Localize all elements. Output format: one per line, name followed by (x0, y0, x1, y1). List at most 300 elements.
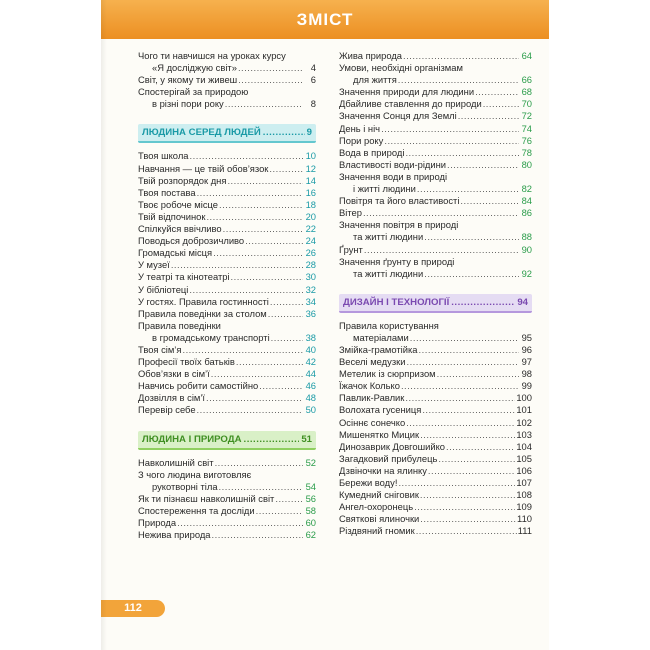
toc-entry[interactable] (138, 505, 316, 517)
toc-entry[interactable] (339, 404, 532, 416)
toc-entry[interactable] (138, 296, 316, 308)
leader-dots (238, 74, 303, 86)
toc-entry-page: 36 (305, 307, 316, 319)
toc-entry-title: Перевір себе (138, 404, 196, 416)
toc-entry[interactable] (339, 135, 532, 147)
toc-entry-page: 86 (521, 207, 532, 219)
toc-entry-title: Кумедний сніговик (339, 489, 419, 501)
toc-entry-final-line (138, 150, 316, 162)
toc-entry-page: 84 (521, 195, 532, 207)
leader-dots (420, 429, 515, 441)
section-title: ЛЮДИНА СЕРЕД ЛЮДЕЙ (142, 127, 261, 139)
toc-entry[interactable] (138, 493, 316, 505)
toc-entry[interactable] (138, 344, 316, 356)
leader-dots (238, 62, 303, 74)
toc-entry-line: Правила користування (339, 319, 439, 331)
toc-entry-final-line (339, 380, 532, 392)
leader-dots (438, 453, 515, 465)
toc-entry-page: 70 (521, 98, 532, 110)
toc-entry-title: Обов’язки в сім’ї (138, 368, 210, 380)
toc-entry-page: 101 (516, 404, 532, 416)
toc-entry-page: 6 (310, 74, 316, 86)
leader-dots (405, 392, 515, 404)
toc-entry-title: Бережи воду! (339, 477, 398, 488)
leader-dots (206, 211, 303, 223)
leader-dots (197, 187, 303, 199)
toc-entry-page: 20 (305, 210, 316, 222)
toc-entry-final-line (339, 159, 532, 171)
leader-dots (363, 207, 519, 219)
leader-dots (398, 477, 515, 489)
toc-entry-final-line (138, 259, 316, 271)
toc-entry-title: в різні пори року (152, 98, 224, 110)
toc-entry-title: Різдвяний гномик (339, 525, 415, 537)
leader-dots (420, 513, 516, 525)
toc-entry[interactable] (138, 284, 316, 296)
toc-entry-page: 16 (305, 186, 316, 198)
toc-entry-final-line (339, 231, 532, 243)
toc-entry-title: Вода в природі (339, 146, 405, 158)
toc-entry-title: та житті людини (353, 231, 424, 243)
toc-entry[interactable] (138, 74, 316, 86)
leader-dots (419, 344, 519, 356)
toc-entry-title: Динозаврик Довгошийко (339, 440, 446, 452)
leader-dots (406, 417, 515, 429)
toc-entry-page: 92 (521, 267, 532, 279)
toc-entry[interactable] (339, 489, 532, 501)
toc-entry-title: Мишенятко Мицик (339, 428, 420, 440)
toc-entry-final-line (138, 74, 316, 86)
toc-entry-page: 88 (521, 231, 532, 243)
leader-dots (245, 235, 303, 247)
toc-entry[interactable] (138, 320, 316, 344)
toc-entry-final-line (138, 344, 316, 356)
toc-entry-final-line (138, 308, 316, 320)
toc-entry-page: 64 (521, 50, 532, 61)
toc-entry-final-line (339, 441, 532, 453)
toc-entry-page: 106 (516, 464, 532, 476)
toc-entry-final-line (339, 489, 532, 501)
toc-entry[interactable] (339, 123, 532, 135)
toc-entry[interactable] (339, 465, 532, 477)
toc-entry-page: 99 (521, 380, 532, 392)
page-edge-shadow (101, 0, 107, 650)
toc-entry-line: Значення повітря в природі (339, 219, 459, 231)
toc-entry-title: Властивості води-рідини (339, 158, 447, 170)
section-page: 94 (517, 296, 528, 308)
toc-entry-page: 34 (305, 295, 316, 307)
leader-dots (403, 50, 519, 62)
leader-dots (269, 163, 303, 175)
toc-entry-page: 50 (305, 404, 316, 416)
toc-entry-page: 24 (305, 235, 316, 247)
toc-entry-page: 97 (521, 356, 532, 368)
contents-banner (101, 0, 549, 39)
toc-entry-page: 12 (305, 162, 316, 174)
toc-entry[interactable] (138, 308, 316, 320)
leader-dots (223, 223, 303, 235)
toc-entry-page: 28 (305, 259, 316, 271)
toc-entry-final-line (138, 271, 316, 283)
toc-entry[interactable] (138, 356, 316, 368)
toc-entry-line: Правила поведінки (138, 319, 221, 331)
leader-dots (458, 110, 519, 122)
leader-dots (381, 123, 519, 135)
toc-entry-page: 18 (305, 198, 316, 210)
leader-dots (483, 98, 519, 110)
toc-entry-final-line (339, 268, 532, 280)
toc-entry[interactable] (339, 344, 532, 356)
toc-entry[interactable] (339, 147, 532, 159)
toc-entry-title: Світ, у якому ти живеш (138, 74, 238, 86)
toc-entry-final-line (138, 98, 316, 110)
toc-entry-final-line (138, 493, 316, 505)
toc-entry-line: Спостерігай за природою (138, 86, 249, 98)
section-header-design[interactable] (339, 294, 532, 313)
toc-entry-final-line (339, 525, 532, 537)
toc-entry-title: Значення Сонця для Землі (339, 110, 457, 122)
book-page (101, 0, 549, 650)
toc-entry-page: 96 (521, 343, 532, 355)
leader-dots (256, 505, 303, 517)
toc-entry-page: 98 (521, 368, 532, 380)
toc-entry-final-line (138, 247, 316, 259)
toc-entry-title: Павлик-Равлик (339, 392, 405, 404)
toc-entry[interactable] (339, 50, 532, 62)
toc-entry-title: У театрі та кінотеатрі (138, 271, 230, 283)
leader-dots (197, 404, 303, 416)
toc-entry-page: 52 (305, 456, 316, 468)
leader-dots (451, 297, 515, 308)
leader-dots (398, 74, 519, 86)
toc-entry-final-line (138, 62, 316, 74)
toc-entry-title: Змійка-грамотійка (339, 343, 418, 355)
toc-entry-final-line (339, 183, 532, 195)
toc-entry-title: в громадському транспорті (152, 331, 270, 343)
toc-entry[interactable] (339, 256, 532, 280)
toc-entry-title: Спілкуйся ввічливо (138, 223, 222, 235)
toc-entry-final-line (339, 356, 532, 368)
toc-entry-line: Умови, необхідні організмам (339, 62, 463, 74)
nature-entries (138, 457, 316, 542)
leader-dots (219, 481, 303, 493)
toc-entry-title: Нежива природа (138, 529, 211, 541)
toc-entry[interactable] (339, 219, 532, 243)
leader-dots (414, 501, 515, 513)
toc-entry-page: 90 (521, 243, 532, 255)
toc-entry-final-line (339, 110, 532, 122)
toc-entry-final-line (339, 392, 532, 404)
people-entries (138, 150, 316, 416)
design-entries (339, 320, 532, 538)
toc-entry-final-line (339, 429, 532, 441)
leader-dots (225, 98, 303, 110)
toc-entry[interactable] (339, 98, 532, 110)
toc-entry-line: Чого ти навчишся на уроках курсу (138, 50, 286, 61)
toc-entry[interactable] (339, 86, 532, 98)
toc-entry-title: Загадковий прибулець (339, 452, 438, 464)
toc-entry-final-line (138, 175, 316, 187)
toc-entry-page: 105 (516, 452, 532, 464)
toc-entry-page: 74 (521, 122, 532, 134)
toc-entry-page: 104 (516, 440, 532, 452)
toc-entry-final-line (138, 380, 316, 392)
toc-entry-title: Повітря та його властивості (339, 195, 460, 207)
toc-entry-title: Жива природа (339, 50, 403, 61)
toc-entry[interactable] (339, 392, 532, 404)
toc-entry-title: Значення природи для людини (339, 86, 475, 98)
leader-dots (424, 231, 519, 243)
section-title: ДИЗАЙН І ТЕХНОЛОГІЇ (343, 296, 450, 308)
toc-entry[interactable] (138, 380, 316, 392)
leader-dots (420, 489, 515, 501)
toc-entry-title: Дбайливе ставлення до природи (339, 98, 482, 110)
toc-entry-page: 38 (305, 331, 316, 343)
toc-entry-page: 80 (521, 158, 532, 170)
toc-entry[interactable] (339, 380, 532, 392)
toc-entry[interactable] (339, 513, 532, 525)
toc-entry-final-line (138, 284, 316, 296)
contents-title: ЗМІСТ (296, 10, 354, 29)
toc-entry[interactable] (339, 417, 532, 429)
toc-entry-title: Твоя постава (138, 186, 196, 198)
toc-entry[interactable] (339, 477, 532, 489)
toc-entry[interactable] (339, 244, 532, 256)
toc-entry-title: Дозвілля в сім’ї (138, 392, 206, 404)
toc-entry-title: Осіннє сонечко (339, 416, 406, 428)
toc-entry-title: Природа (138, 517, 177, 528)
toc-entry[interactable] (138, 86, 316, 110)
leader-dots (405, 147, 519, 159)
toc-entry-title: Поводься доброзичливо (138, 235, 245, 247)
toc-entry[interactable] (138, 271, 316, 283)
leader-dots (171, 259, 303, 271)
toc-entry-page: 8 (310, 98, 316, 110)
toc-entry-page: 110 (517, 513, 532, 525)
toc-entry-page: 58 (305, 504, 316, 516)
toc-entry-title: Твоя школа (138, 150, 189, 162)
toc-entry-title: Твоя сім’я (138, 343, 182, 355)
toc-entry-page: 46 (305, 380, 316, 392)
toc-entry-final-line (138, 404, 316, 416)
toc-entry-page: 62 (305, 529, 316, 541)
leader-dots (259, 380, 303, 392)
toc-entry[interactable] (138, 404, 316, 416)
toc-entry-page: 30 (305, 271, 316, 283)
toc-entry[interactable] (138, 175, 316, 187)
toc-entry[interactable] (339, 171, 532, 195)
toc-entry-final-line (339, 50, 532, 62)
toc-entry-title: Навколишній світ (138, 456, 214, 468)
toc-entry-line: З чого людина виготовляє (138, 468, 252, 480)
toc-entry-page: 4 (310, 62, 316, 74)
toc-entry[interactable] (138, 368, 316, 380)
nature-continued-entries (339, 50, 532, 280)
toc-entry-page: 72 (521, 110, 532, 122)
toc-entry[interactable] (339, 356, 532, 368)
toc-entry-final-line (138, 481, 316, 493)
section-header-people[interactable] (138, 124, 316, 143)
toc-entry-final-line (339, 513, 532, 525)
toc-entry-final-line (138, 529, 316, 541)
toc-entry[interactable] (138, 469, 316, 493)
leader-dots (215, 457, 303, 469)
toc-entry-final-line (339, 453, 532, 465)
toc-entry-line: Значення ґрунту в природі (339, 255, 455, 267)
toc-entry-title: Навчання — це твій обов’язок (138, 162, 269, 174)
leader-dots (460, 195, 519, 207)
toc-entry-final-line (339, 207, 532, 219)
leader-dots (428, 465, 515, 477)
toc-entry-title: День і ніч (339, 122, 381, 134)
toc-entry[interactable] (138, 223, 316, 235)
toc-entry-title: для життя (353, 74, 397, 86)
leader-dots (211, 368, 303, 380)
toc-entry-title: Святкові ялиночки (339, 513, 420, 525)
toc-entry[interactable] (339, 110, 532, 122)
leader-dots (189, 284, 303, 296)
toc-entry-title: і житті людини (353, 183, 416, 195)
toc-entry-page: 10 (305, 150, 316, 162)
leader-dots (416, 525, 517, 537)
toc-entry[interactable] (339, 159, 532, 171)
toc-entry-page: 82 (521, 183, 532, 195)
leader-dots (437, 368, 519, 380)
toc-entry-final-line (138, 517, 316, 529)
toc-entry-title: Професії твоїх батьків (138, 356, 235, 368)
toc-entry[interactable] (339, 453, 532, 465)
toc-entry-page: 54 (305, 480, 316, 492)
toc-entry-title: Пори року (339, 134, 384, 146)
toc-entry-page: 26 (305, 247, 316, 259)
toc-entry-title: Правила поведінки за столом (138, 307, 267, 319)
toc-entry[interactable] (138, 50, 316, 74)
leader-dots (401, 380, 519, 392)
toc-entry-page: 42 (305, 356, 316, 368)
toc-entry-final-line (339, 404, 532, 416)
toc-entry[interactable] (138, 247, 316, 259)
right-column (339, 50, 532, 551)
toc-entry-final-line (138, 332, 316, 344)
toc-entry-title: рукотворні тіла (152, 480, 218, 492)
toc-entry-final-line (339, 344, 532, 356)
leader-dots (212, 529, 303, 541)
leader-dots (227, 175, 303, 187)
toc-entry-line: Значення води в природі (339, 170, 448, 182)
toc-entry-page: 102 (516, 416, 532, 428)
leader-dots (177, 517, 303, 529)
toc-entry[interactable] (138, 150, 316, 162)
leader-dots (447, 159, 519, 171)
toc-entry-final-line (138, 199, 316, 211)
toc-entry-final-line (339, 244, 532, 256)
toc-entry-title: та житті людини (353, 267, 424, 279)
toc-entry[interactable] (339, 501, 532, 513)
toc-entry[interactable] (138, 211, 316, 223)
toc-entry-final-line (339, 147, 532, 159)
leader-dots (268, 308, 303, 320)
toc-entry-final-line (339, 195, 532, 207)
toc-entry[interactable] (339, 368, 532, 380)
leader-dots (219, 199, 303, 211)
toc-entry-title: Вітер (339, 207, 362, 219)
toc-entry[interactable] (138, 199, 316, 211)
toc-entry-page: 100 (516, 392, 532, 404)
toc-entry-page: 68 (521, 86, 532, 98)
toc-entry-final-line (339, 74, 532, 86)
toc-entry[interactable] (138, 457, 316, 469)
toc-entry-page: 14 (305, 174, 316, 186)
toc-entry[interactable] (138, 259, 316, 271)
leader-dots (424, 268, 519, 280)
toc-entry-page: 76 (521, 134, 532, 146)
leader-dots (231, 271, 303, 283)
intro-entries (138, 50, 316, 110)
toc-entry[interactable] (138, 392, 316, 404)
toc-entry[interactable] (339, 62, 532, 86)
leader-dots (271, 332, 303, 344)
toc-entry-title: У бібліотеці (138, 283, 189, 295)
toc-entry[interactable] (138, 235, 316, 247)
leader-dots (206, 392, 303, 404)
leader-dots (406, 356, 519, 368)
toc-entry-title: Як ти пізнаєш навколишній світ (138, 492, 275, 504)
toc-entry[interactable] (339, 320, 532, 344)
toc-entry-title: Твій розпорядок дня (138, 174, 227, 186)
toc-entry[interactable] (339, 525, 532, 537)
toc-entry-final-line (339, 465, 532, 477)
toc-entry-final-line (339, 86, 532, 98)
toc-entry-title: Громадські місця (138, 247, 213, 259)
leader-dots (190, 150, 303, 162)
toc-entry-title: Дзвіночки на ялинку (339, 464, 427, 476)
leader-dots (422, 404, 515, 416)
left-column (138, 50, 316, 555)
toc-entry-page: 32 (305, 283, 316, 295)
leader-dots (182, 344, 303, 356)
toc-entry[interactable] (339, 195, 532, 207)
leader-dots (236, 356, 303, 368)
toc-entry-title: Метелик із сюрпризом (339, 368, 436, 380)
toc-entry-title: Ґрунт (339, 243, 363, 255)
toc-entry-page: 40 (305, 343, 316, 355)
toc-entry[interactable] (138, 163, 316, 175)
toc-entry-final-line (138, 187, 316, 199)
toc-entry[interactable] (138, 529, 316, 541)
toc-entry-page: 108 (516, 489, 532, 501)
toc-entry-title: Спостереження та досліди (138, 504, 255, 516)
toc-entry[interactable] (138, 187, 316, 199)
section-page: 9 (306, 127, 312, 139)
section-page: 51 (301, 433, 312, 445)
section-title: ЛЮДИНА І ПРИРОДА (142, 433, 242, 445)
toc-entry-title: Твій відпочинок (138, 210, 206, 222)
leader-dots (213, 247, 303, 259)
toc-entry[interactable] (339, 429, 532, 441)
toc-entry[interactable] (339, 441, 532, 453)
toc-entry-final-line (339, 98, 532, 110)
toc-entry-page: 103 (516, 428, 532, 440)
toc-entry-page: 56 (305, 492, 316, 504)
toc-entry[interactable] (138, 517, 316, 529)
toc-entry-page: 111 (517, 525, 532, 537)
leader-dots (446, 441, 515, 453)
toc-entry-final-line (138, 163, 316, 175)
toc-entry[interactable] (339, 207, 532, 219)
toc-entry-final-line (138, 457, 316, 469)
toc-entry-final-line (339, 368, 532, 380)
section-header-nature[interactable] (138, 431, 316, 450)
